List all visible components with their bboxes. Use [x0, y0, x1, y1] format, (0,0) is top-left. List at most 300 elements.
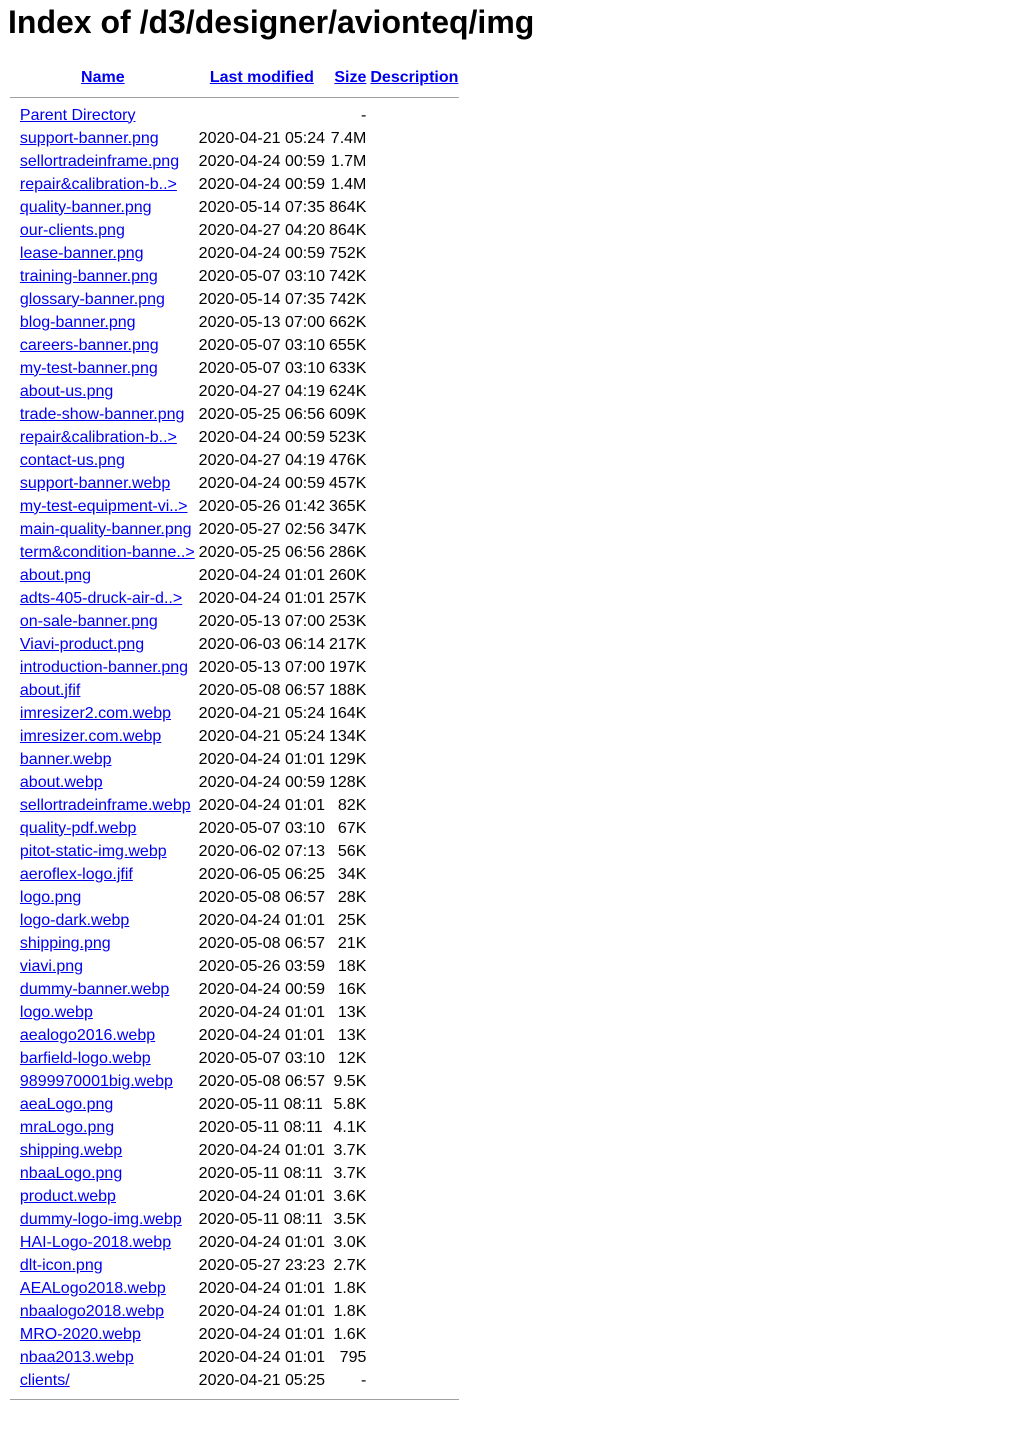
page-title: Index of /d3/designer/avionteq/img [8, 4, 535, 40]
file-description-cell [369, 404, 459, 425]
file-description-cell [369, 1232, 459, 1253]
file-modified-cell: 2020-06-02 07:13 [198, 842, 325, 860]
file-modified-cell: 2020-04-24 01:01 [198, 1026, 325, 1044]
file-row [10, 1255, 459, 1276]
sort-by-name-link[interactable]: Name [81, 68, 125, 86]
header-divider [10, 97, 459, 98]
file-link[interactable]: blog-banner.png [19, 313, 136, 331]
file-modified-cell: 2020-04-21 05:25 [198, 1371, 325, 1389]
file-description-cell [369, 795, 459, 816]
file-name-cell [10, 473, 196, 494]
file-modified-cell: 2020-05-14 07:35 [198, 290, 325, 308]
file-name-cell [10, 243, 196, 264]
file-link[interactable]: our-clients.png [19, 221, 125, 239]
file-link[interactable]: pitot-static-img.webp [19, 842, 167, 860]
file-name-cell [10, 979, 196, 1000]
file-description-cell [369, 312, 459, 333]
file-name-cell [10, 220, 196, 241]
file-link[interactable]: dummy-banner.webp [19, 980, 170, 998]
file-size-cell: 82K [337, 796, 367, 814]
file-modified-cell: 2020-06-05 06:25 [198, 865, 325, 883]
file-name-cell [10, 381, 196, 402]
file-name-cell [10, 1255, 196, 1276]
file-link[interactable]: imresizer.com.webp [19, 727, 162, 745]
file-row [10, 1324, 459, 1345]
file-link[interactable]: 9899970001big.webp [19, 1072, 173, 1090]
file-row [10, 703, 459, 724]
file-description-cell [369, 565, 459, 586]
file-link[interactable]: sellortradeinframe.png [19, 152, 180, 170]
file-size-cell: 12K [337, 1049, 367, 1067]
file-name-cell [10, 1301, 196, 1322]
file-row [10, 1347, 459, 1368]
parent-directory-link[interactable]: Parent Directory [19, 106, 136, 124]
file-link[interactable]: aeroflex-logo.jfif [19, 865, 133, 883]
file-link[interactable]: term&condition-banne..> [19, 543, 195, 561]
file-row [10, 611, 459, 632]
file-link[interactable]: introduction-banner.png [19, 658, 189, 676]
file-description-cell [369, 358, 459, 379]
file-row [10, 128, 459, 149]
file-link[interactable]: nbaalogo2018.webp [19, 1302, 165, 1320]
file-size-cell: 28K [337, 888, 367, 906]
file-name-cell [10, 1186, 196, 1207]
file-modified-cell: 2020-05-08 06:57 [198, 681, 325, 699]
file-row [10, 496, 459, 517]
file-link[interactable]: aealogo2016.webp [19, 1026, 156, 1044]
file-link[interactable]: sellortradeinframe.webp [19, 796, 191, 814]
file-modified-cell: 2020-04-24 00:59 [198, 428, 325, 446]
file-link[interactable]: shipping.png [19, 934, 111, 952]
file-name-cell [10, 1002, 196, 1023]
file-modified-cell: 2020-05-13 07:00 [198, 612, 325, 630]
directory-listing-table [8, 64, 461, 1407]
file-modified-cell: 2020-04-21 05:24 [198, 704, 325, 722]
file-link[interactable]: my-test-banner.png [19, 359, 158, 377]
file-description-cell [369, 956, 459, 977]
file-name-cell [10, 312, 196, 333]
file-link[interactable]: support-banner.webp [19, 474, 171, 492]
file-modified-cell: 2020-04-24 00:59 [198, 175, 325, 193]
file-row [10, 1048, 459, 1069]
file-description-cell [369, 450, 459, 471]
file-size-cell: 2.7K [333, 1256, 367, 1274]
file-size-cell: 1.6K [333, 1325, 367, 1343]
file-name-cell [10, 933, 196, 954]
file-modified-cell: 2020-05-13 07:00 [198, 658, 325, 676]
file-size-cell: 795 [339, 1348, 367, 1366]
file-modified-cell: 2020-04-24 00:59 [198, 773, 325, 791]
file-name-cell [10, 427, 196, 448]
file-size-cell: 3.0K [333, 1233, 367, 1251]
file-size-cell: 1.7M [330, 152, 367, 170]
file-link[interactable]: repair&calibration-b..> [19, 175, 177, 193]
file-size-cell: 34K [337, 865, 367, 883]
file-row [10, 841, 459, 862]
file-name-cell [10, 749, 196, 770]
file-modified-cell: 2020-05-27 02:56 [198, 520, 325, 538]
file-name-cell [10, 864, 196, 885]
file-row [10, 358, 459, 379]
file-row [10, 634, 459, 655]
sort-by-size-link[interactable]: Size [334, 68, 367, 86]
file-description-cell [369, 519, 459, 540]
file-size-cell: 286K [329, 543, 367, 561]
file-description-cell [369, 1301, 459, 1322]
file-link[interactable]: main-quality-banner.png [19, 520, 192, 538]
file-modified-cell: 2020-04-24 01:01 [198, 1348, 325, 1366]
file-modified-cell: 2020-05-07 03:10 [198, 1049, 325, 1067]
file-description-cell [369, 1324, 459, 1345]
file-modified-cell: 2020-04-24 01:01 [198, 1187, 325, 1205]
file-link[interactable]: shipping.webp [19, 1141, 123, 1159]
file-description-cell [369, 1071, 459, 1092]
file-link[interactable]: logo-dark.webp [19, 911, 130, 929]
file-row [10, 404, 459, 425]
file-description-cell [369, 657, 459, 678]
file-description-cell [369, 979, 459, 1000]
file-size-cell: 457K [329, 474, 367, 492]
file-description-cell [369, 749, 459, 770]
file-description-cell [369, 151, 459, 172]
file-modified-cell: 2020-04-24 01:01 [198, 589, 325, 607]
file-link[interactable]: clients/ [19, 1371, 70, 1389]
file-row [10, 1140, 459, 1161]
file-size-cell: 197K [329, 658, 367, 676]
file-row [10, 1186, 459, 1207]
file-size-cell: 4.1K [333, 1118, 367, 1136]
file-row [10, 1232, 459, 1253]
file-link[interactable]: AEALogo2018.webp [19, 1279, 166, 1297]
file-description-cell [369, 381, 459, 402]
file-size-cell: 128K [329, 773, 367, 791]
file-size-cell: 864K [329, 198, 367, 216]
file-name-cell [10, 1163, 196, 1184]
file-modified-cell: 2020-04-21 05:24 [198, 727, 325, 745]
file-description-cell [369, 726, 459, 747]
file-row [10, 795, 459, 816]
file-modified-cell: 2020-04-24 01:01 [198, 1325, 325, 1343]
column-header-name [10, 66, 196, 89]
file-row [10, 151, 459, 172]
file-modified-cell: 2020-05-07 03:10 [198, 359, 325, 377]
file-row [10, 588, 459, 609]
file-link[interactable]: banner.webp [19, 750, 112, 768]
file-link[interactable]: nbaaLogo.png [19, 1164, 123, 1182]
file-link[interactable]: HAI-Logo-2018.webp [19, 1233, 172, 1251]
file-row [10, 519, 459, 540]
sort-by-last-modified-link[interactable]: Last modified [209, 68, 314, 86]
file-name-cell [10, 611, 196, 632]
file-name-cell [10, 1347, 196, 1368]
file-name-cell [10, 634, 196, 655]
file-link[interactable]: logo.png [19, 888, 82, 906]
file-link[interactable]: nbaa2013.webp [19, 1348, 134, 1366]
file-size-cell: 662K [329, 313, 367, 331]
file-modified-cell: 2020-04-27 04:19 [198, 451, 325, 469]
file-row [10, 1002, 459, 1023]
file-link[interactable]: dlt-icon.png [19, 1256, 103, 1274]
file-link[interactable]: lease-banner.png [19, 244, 144, 262]
file-modified-cell: 2020-05-07 03:10 [198, 819, 325, 837]
file-modified-cell: 2020-04-27 04:19 [198, 382, 325, 400]
file-name-cell [10, 726, 196, 747]
file-size-cell: 3.7K [333, 1141, 367, 1159]
file-description-cell [369, 1094, 459, 1115]
file-name-cell [10, 841, 196, 862]
file-size-cell: 260K [329, 566, 367, 584]
file-size-cell: 752K [329, 244, 367, 262]
file-description-cell [369, 772, 459, 793]
file-link[interactable]: repair&calibration-b..> [19, 428, 177, 446]
file-row [10, 1094, 459, 1115]
file-modified-cell: 2020-04-24 01:01 [198, 1233, 325, 1251]
file-row [10, 1117, 459, 1138]
file-link[interactable]: glossary-banner.png [19, 290, 165, 308]
file-size-cell: 365K [329, 497, 367, 515]
file-name-cell [10, 680, 196, 701]
file-size-cell: - [361, 1371, 367, 1389]
file-name-cell [10, 542, 196, 563]
file-link[interactable]: barfield-logo.webp [19, 1049, 151, 1067]
file-link[interactable]: logo.webp [19, 1003, 93, 1021]
file-description-cell [369, 289, 459, 310]
file-name-cell [10, 1140, 196, 1161]
file-link[interactable]: mraLogo.png [19, 1118, 115, 1136]
file-row [10, 174, 459, 195]
file-size-cell: 1.8K [333, 1302, 367, 1320]
file-row [10, 1163, 459, 1184]
file-link[interactable]: about-us.png [19, 382, 114, 400]
file-description-cell [369, 220, 459, 241]
footer-divider [10, 1399, 459, 1400]
file-row [10, 910, 459, 931]
file-link[interactable]: about.jfif [19, 681, 81, 699]
file-size-cell: 21K [337, 934, 367, 952]
file-modified-cell: 2020-04-24 01:01 [198, 796, 325, 814]
file-modified-cell: 2020-04-24 01:01 [198, 750, 325, 768]
file-modified-cell: 2020-05-08 06:57 [198, 934, 325, 952]
file-description-cell [369, 243, 459, 264]
file-link[interactable]: careers-banner.png [19, 336, 159, 354]
file-description-cell [369, 1186, 459, 1207]
file-name-cell [10, 105, 196, 126]
file-row [10, 473, 459, 494]
file-size-cell: 624K [329, 382, 367, 400]
file-name-cell [10, 1232, 196, 1253]
file-name-cell [10, 358, 196, 379]
file-description-cell [369, 128, 459, 149]
file-name-cell [10, 588, 196, 609]
header-divider-cell [10, 91, 459, 103]
file-row [10, 1071, 459, 1092]
file-description-cell [369, 1163, 459, 1184]
file-description-cell [369, 634, 459, 655]
file-row [10, 772, 459, 793]
file-name-cell [10, 1209, 196, 1230]
header-row [10, 66, 459, 89]
file-link[interactable]: training-banner.png [19, 267, 158, 285]
column-header-last-modified [198, 66, 326, 89]
file-row [10, 680, 459, 701]
file-modified-cell: 2020-04-24 01:01 [198, 911, 325, 929]
file-link[interactable]: viavi.png [19, 957, 84, 975]
file-name-cell [10, 450, 196, 471]
file-link[interactable]: about.webp [19, 773, 103, 791]
file-description-cell [369, 887, 459, 908]
file-row [10, 1370, 459, 1391]
file-size-cell: 655K [329, 336, 367, 354]
file-description-cell [369, 1140, 459, 1161]
file-description-cell [369, 473, 459, 494]
file-row [10, 887, 459, 908]
file-modified-cell: 2020-05-11 08:11 [198, 1210, 323, 1228]
file-size-cell: 188K [329, 681, 367, 699]
file-modified-cell: 2020-04-24 00:59 [198, 152, 325, 170]
file-link[interactable]: dummy-logo-img.webp [19, 1210, 182, 1228]
file-size-cell: 1.4M [330, 175, 367, 193]
file-description-cell [369, 496, 459, 517]
file-size-cell: 25K [337, 911, 367, 929]
file-description-cell [369, 910, 459, 931]
file-size-cell: 7.4M [330, 129, 367, 147]
sort-by-description-link[interactable]: Description [370, 68, 459, 86]
file-row [10, 289, 459, 310]
file-size-cell: 864K [329, 221, 367, 239]
file-link[interactable]: trade-show-banner.png [19, 405, 185, 423]
file-name-cell [10, 703, 196, 724]
file-link[interactable]: MRO-2020.webp [19, 1325, 141, 1343]
file-name-cell [10, 795, 196, 816]
file-name-cell [10, 910, 196, 931]
file-description-cell [369, 703, 459, 724]
file-row [10, 450, 459, 471]
file-row [10, 312, 459, 333]
file-modified-cell: 2020-04-24 01:01 [198, 1141, 325, 1159]
file-row [10, 565, 459, 586]
file-link[interactable]: quality-pdf.webp [19, 819, 137, 837]
file-description-cell [369, 1002, 459, 1023]
file-name-cell [10, 1324, 196, 1345]
file-row [10, 1301, 459, 1322]
file-name-cell [10, 1071, 196, 1092]
file-description-cell [369, 588, 459, 609]
file-description-cell [369, 818, 459, 839]
file-name-cell [10, 174, 196, 195]
file-name-cell [10, 197, 196, 218]
file-modified-cell: 2020-05-13 07:00 [198, 313, 325, 331]
file-modified-cell: 2020-04-24 01:01 [198, 566, 325, 584]
file-link[interactable]: product.webp [19, 1187, 116, 1205]
file-description-cell [369, 1025, 459, 1046]
file-name-cell [10, 128, 196, 149]
file-row [10, 726, 459, 747]
file-size-cell: 347K [329, 520, 367, 538]
file-link[interactable]: aeaLogo.png [19, 1095, 114, 1113]
file-link[interactable]: on-sale-banner.png [19, 612, 158, 630]
file-link[interactable]: support-banner.png [19, 129, 159, 147]
file-size-cell: 13K [337, 1026, 367, 1044]
file-size-cell: 129K [329, 750, 367, 768]
file-name-cell [10, 1094, 196, 1115]
file-modified-cell [198, 105, 326, 126]
file-modified-cell: 2020-04-24 01:01 [198, 1003, 325, 1021]
file-row [10, 749, 459, 770]
file-size-cell: 3.7K [333, 1164, 367, 1182]
file-size-cell: 16K [337, 980, 367, 998]
file-row [10, 818, 459, 839]
file-name-cell [10, 956, 196, 977]
file-modified-cell: 2020-04-27 04:20 [198, 221, 325, 239]
file-row [10, 427, 459, 448]
file-modified-cell: 2020-05-26 01:42 [198, 497, 325, 515]
file-modified-cell: 2020-05-26 03:59 [198, 957, 325, 975]
file-row [10, 864, 459, 885]
file-size-cell: 609K [329, 405, 367, 423]
file-size-cell: 476K [329, 451, 367, 469]
file-name-cell [10, 657, 196, 678]
file-description-cell [369, 611, 459, 632]
file-size-cell: 5.8K [333, 1095, 367, 1113]
file-modified-cell: 2020-04-24 01:01 [198, 1302, 325, 1320]
file-description-cell [369, 1347, 459, 1368]
file-name-cell [10, 887, 196, 908]
file-name-cell [10, 818, 196, 839]
file-description-cell [369, 933, 459, 954]
file-row [10, 335, 459, 356]
file-name-cell [10, 1117, 196, 1138]
file-modified-cell: 2020-05-27 23:23 [198, 1256, 325, 1274]
file-link[interactable]: my-test-equipment-vi..> [19, 497, 188, 515]
file-row [10, 1209, 459, 1230]
file-modified-cell: 2020-04-24 00:59 [198, 474, 325, 492]
file-link[interactable]: imresizer2.com.webp [19, 704, 172, 722]
file-row [10, 381, 459, 402]
file-link[interactable]: quality-banner.png [19, 198, 152, 216]
file-row [10, 243, 459, 264]
file-link[interactable]: about.png [19, 566, 92, 584]
file-link[interactable]: Viavi-product.png [19, 635, 145, 653]
file-size-cell: 1.8K [333, 1279, 367, 1297]
file-name-cell [10, 335, 196, 356]
file-name-cell [10, 266, 196, 287]
file-modified-cell: 2020-04-24 00:59 [198, 980, 325, 998]
file-row [10, 933, 459, 954]
footer-divider-cell [10, 1393, 459, 1405]
file-description-cell [369, 266, 459, 287]
file-size-cell: 164K [329, 704, 367, 722]
file-description-cell [369, 105, 459, 126]
file-modified-cell: 2020-06-03 06:14 [198, 635, 325, 653]
file-modified-cell: 2020-05-07 03:10 [198, 267, 325, 285]
file-size-cell: 13K [337, 1003, 367, 1021]
file-size-cell: 253K [329, 612, 367, 630]
file-size-cell: 3.6K [333, 1187, 367, 1205]
file-link[interactable]: adts-405-druck-air-d..> [19, 589, 183, 607]
column-header-description [369, 66, 459, 89]
file-size-cell: 134K [329, 727, 367, 745]
file-modified-cell: 2020-05-11 08:11 [198, 1095, 323, 1113]
file-name-cell [10, 519, 196, 540]
file-link[interactable]: contact-us.png [19, 451, 125, 469]
file-size-cell: 217K [329, 635, 367, 653]
file-size-cell: 742K [329, 267, 367, 285]
parent-directory-row [10, 105, 459, 126]
file-description-cell [369, 335, 459, 356]
file-description-cell [369, 174, 459, 195]
file-modified-cell: 2020-04-24 01:01 [198, 1279, 325, 1297]
file-size-cell: 523K [329, 428, 367, 446]
